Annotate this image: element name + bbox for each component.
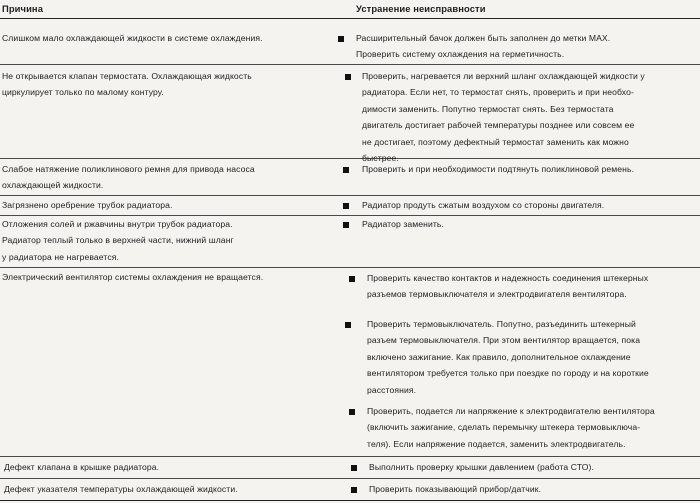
row-remedy: Проверить, подается ли напряжение к электродвигателю вентилятора (включить зажигание, сделать перемычку штекера термовыключа- теля). Если напряжение подается, заменить электродвигатель. bbox=[367, 406, 655, 449]
bullet-icon bbox=[343, 203, 349, 209]
header-remedy: Устранение неисправности bbox=[356, 3, 486, 14]
bullet-icon bbox=[351, 487, 357, 493]
table-row bbox=[0, 18, 700, 65]
row-remedy: Проверить качество контактов и надежность соединения штекерных разъемов термовыключателя и электродвигателя вентилятора. bbox=[367, 273, 649, 300]
row-cause: Слишком мало охлаждающей жидкости в системе охлаждения. bbox=[2, 33, 263, 43]
bullet-icon bbox=[343, 222, 349, 228]
row-cause: Не открывается клапан термостата. Охлаждающая жидкость циркулирует только по малому контуру. bbox=[2, 71, 252, 98]
bullet-icon bbox=[338, 36, 344, 42]
row-remedy: Выполнить проверку крышки давлением (работа СТО). bbox=[369, 462, 594, 472]
row-cause: Слабое натяжение поликлинового ремня для привода насоса охлаждающей жидкости. bbox=[2, 164, 255, 191]
bullet-icon bbox=[349, 276, 355, 282]
row-cause: Загрязнено оребрение трубок радиатора. bbox=[2, 200, 173, 210]
bullet-icon bbox=[343, 167, 349, 173]
row-remedy: Проверить показывающий прибор/датчик. bbox=[369, 484, 542, 494]
row-cause: Дефект указателя температуры охлаждающей жидкости. bbox=[4, 484, 238, 494]
row-remedy: Расширительный бачок должен быть заполнен до метки MAX. Проверить систему охлаждения на герметичность. bbox=[356, 33, 611, 60]
bullet-icon bbox=[345, 322, 351, 328]
table-row bbox=[0, 64, 700, 164]
bullet-icon bbox=[351, 465, 357, 471]
row-remedy: Проверить термовыключатель. Попутно, разъединить штекерный разъем термовыключателя. При этом вентилятор вращается, пока включено зажигание. Как правило, дополнительное охлаждение вентилятором требуется только при поездке по городу и на короткие расстояния. bbox=[367, 319, 649, 395]
bullet-icon bbox=[349, 409, 355, 415]
header-cause: Причина bbox=[2, 3, 44, 14]
table-row bbox=[0, 478, 700, 501]
table-row bbox=[0, 456, 700, 479]
table-row bbox=[0, 215, 700, 268]
bullet-icon bbox=[345, 74, 351, 80]
row-remedy: Радиатор заменить. bbox=[362, 219, 444, 229]
row-remedy: Проверить и при необходимости подтянуть поликлиновой ремень. bbox=[362, 164, 635, 174]
table-row bbox=[0, 158, 700, 196]
table-row bbox=[0, 267, 700, 457]
row-cause: Электрический вентилятор системы охлаждения не вращается. bbox=[2, 272, 264, 282]
row-cause: Дефект клапана в крышке радиатора. bbox=[4, 462, 160, 472]
table-header bbox=[0, 0, 700, 19]
row-remedy: Радиатор продуть сжатым воздухом со стороны двигателя. bbox=[362, 200, 605, 210]
table-row bbox=[0, 195, 700, 216]
row-cause: Отложения солей и ржавчины внутри трубок радиатора. Радиатор теплый только в верхней части, нижний шланг у радиатора не нагревается. bbox=[2, 219, 234, 262]
row-remedy: Проверить, нагревается ли верхний шланг охлаждающей жидкости у радиатора. Если нет, то термостат снять, проверить и при необхо- димости заменить. Попутно термостат снять. Без термостата двигатель достигает рабочей температуры позднее или совсем ее не достигает, поэтому дефектный термостат заменить как можно быстрее. bbox=[362, 71, 645, 164]
